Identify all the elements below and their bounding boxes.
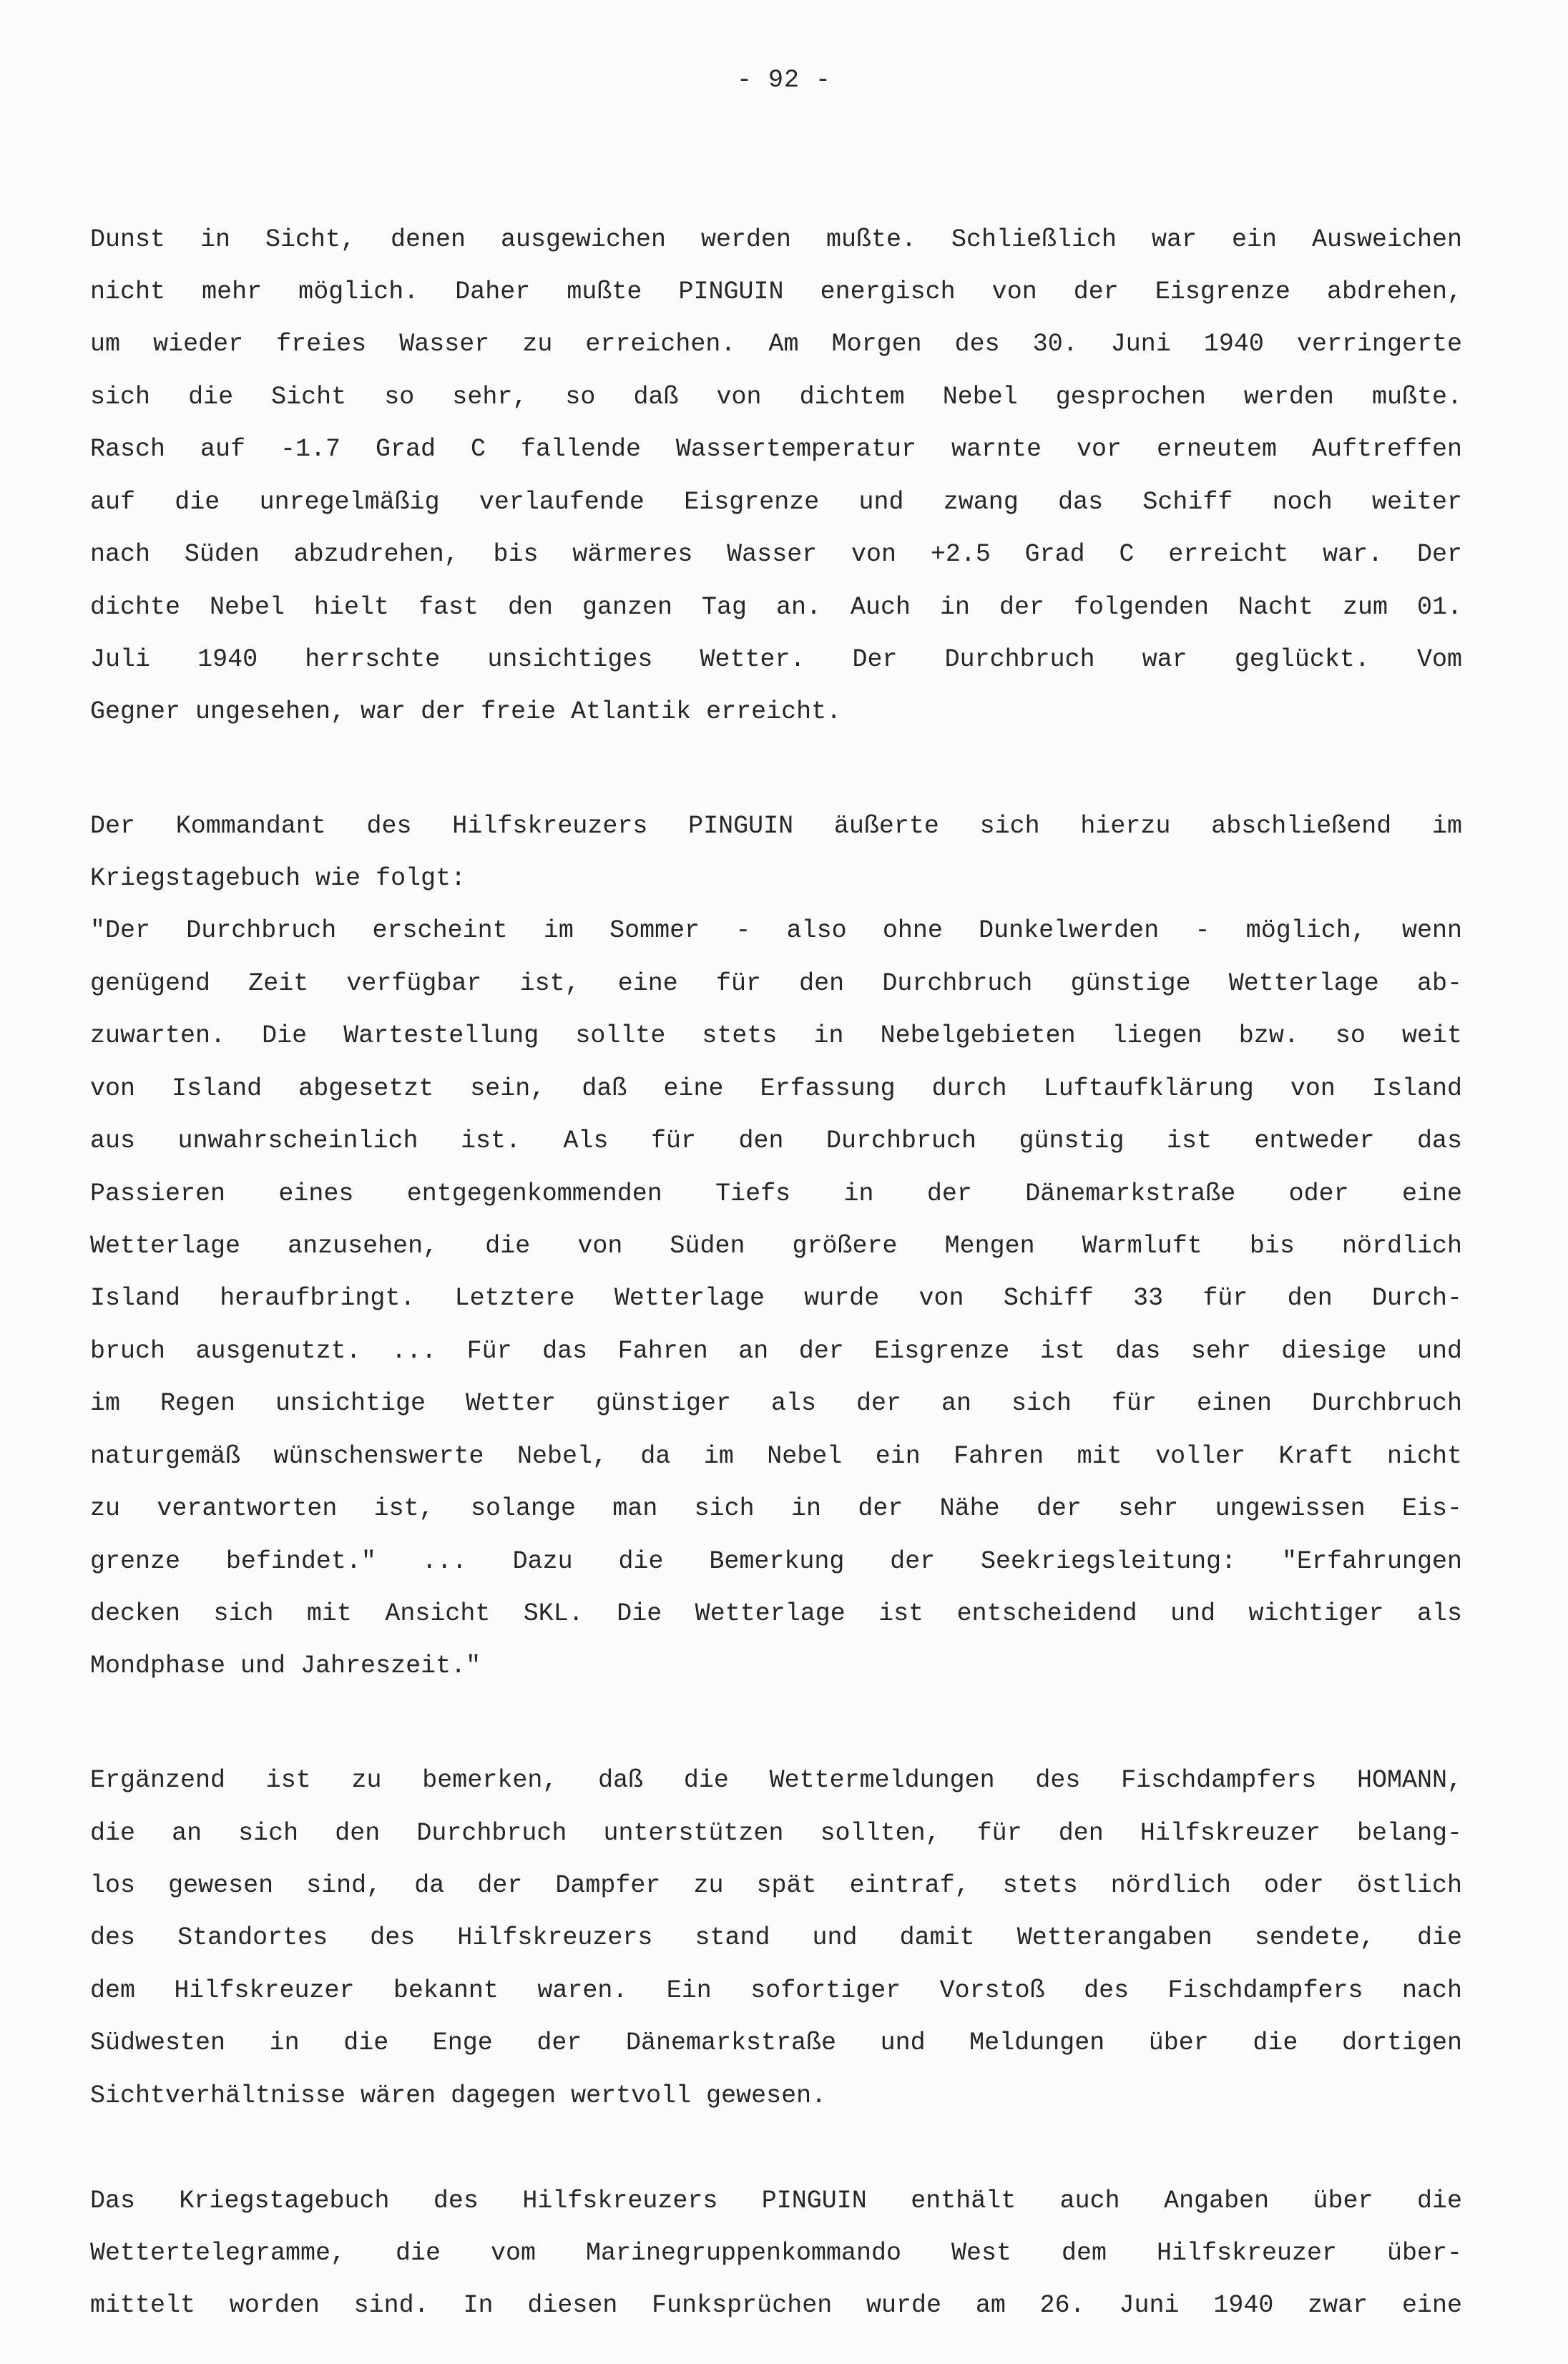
paragraph-2-line-6: von Island abgesetzt sein, daß eine Erfassung durch Luftaufklärung von Island [90, 1074, 1462, 1103]
paragraph-3-line-1: Ergänzend ist zu bemerken, daß die Wettermeldungen des Fischdampfers HOMANN, [90, 1766, 1462, 1795]
paragraph-2-line-4: genügend Zeit verfügbar ist, eine für den Durchbruch günstige Wetterlage ab- [90, 969, 1462, 998]
paragraph-3-line-4: des Standortes des Hilfskreuzers stand und damit Wetterangaben sendete, die [90, 1923, 1462, 1952]
paragraph-1-line-3: um wieder freies Wasser zu erreichen. Am Morgen des 30. Juni 1940 verringerte [90, 330, 1462, 358]
paragraph-1-line-5: Rasch auf -1.7 Grad C fallende Wassertemperatur warnte vor erneutem Auftreffen [90, 435, 1462, 464]
paragraph-3-line-5: dem Hilfskreuzer bekannt waren. Ein sofortiger Vorstoß des Fischdampfers nach [90, 1976, 1462, 2005]
paragraph-3-line-7: Sichtverhältnisse wären dagegen wertvoll gewesen. [90, 2081, 827, 2110]
paragraph-1-line-9: Juli 1940 herrschte unsichtiges Wetter. Der Durchbruch war geglückt. Vom [90, 645, 1462, 674]
paragraph-4-line-1: Das Kriegstagebuch des Hilfskreuzers PINGUIN enthält auch Angaben über die [90, 2187, 1462, 2215]
paragraph-1-line-1: Dunst in Sicht, denen ausgewichen werden mußte. Schließlich war ein Ausweichen [90, 225, 1462, 254]
paragraph-2-line-9: Wetterlage anzusehen, die von Süden größere Mengen Warmluft bis nördlich [90, 1232, 1462, 1260]
paragraph-2-line-1: Der Kommandant des Hilfskreuzers PINGUIN äußerte sich hierzu abschließend im [90, 812, 1462, 840]
paragraph-2-line-5: zuwarten. Die Wartestellung sollte stets in Nebelgebieten liegen bzw. so weit [90, 1021, 1462, 1050]
paragraph-1-line-8: dichte Nebel hielt fast den ganzen Tag an. Auch in der folgenden Nacht zum 01. [90, 593, 1462, 622]
paragraph-2-line-3: "Der Durchbruch erscheint im Sommer - also ohne Dunkelwerden - möglich, wenn [90, 916, 1462, 945]
paragraph-2-line-11: bruch ausgenutzt. ... Für das Fahren an der Eisgrenze ist das sehr diesige und [90, 1337, 1462, 1365]
paragraph-3-line-3: los gewesen sind, da der Dampfer zu spät eintraf, stets nördlich oder östlich [90, 1871, 1462, 1900]
paragraph-1-line-10: Gegner ungesehen, war der freie Atlantik erreicht. [90, 697, 842, 726]
paragraph-2-line-2: Kriegstagebuch wie folgt: [90, 864, 466, 893]
page-number: - 92 - [736, 66, 832, 94]
paragraph-2-line-8: Passieren eines entgegenkommenden Tiefs in der Dänemarkstraße oder eine [90, 1179, 1462, 1208]
paragraph-3-line-2: die an sich den Durchbruch unterstützen sollten, für den Hilfskreuzer belang- [90, 1819, 1462, 1848]
paragraph-1-line-2: nicht mehr möglich. Daher mußte PINGUIN energisch von der Eisgrenze abdrehen, [90, 278, 1462, 306]
paragraph-2-line-15: grenze befindet." ... Dazu die Bemerkung der Seekriegsleitung: "Erfahrungen [90, 1547, 1462, 1576]
paragraph-2-line-17: Mondphase und Jahreszeit." [90, 1652, 481, 1680]
paragraph-2-line-7: aus unwahrscheinlich ist. Als für den Durchbruch günstig ist entweder das [90, 1127, 1462, 1155]
paragraph-1-line-7: nach Süden abzudrehen, bis wärmeres Wasser von +2.5 Grad C erreicht war. Der [90, 540, 1462, 569]
paragraph-3-line-6: Südwesten in die Enge der Dänemarkstraße und Meldungen über die dortigen [90, 2029, 1462, 2057]
paragraph-1-line-4: sich die Sicht so sehr, so daß von dichtem Nebel gesprochen werden mußte. [90, 383, 1462, 411]
paragraph-4-line-3: mittelt worden sind. In diesen Funksprüchen wurde am 26. Juni 1940 zwar eine [90, 2291, 1462, 2320]
paragraph-2-line-12: im Regen unsichtige Wetter günstiger als der an sich für einen Durchbruch [90, 1389, 1462, 1418]
paragraph-4-line-2: Wettertelegramme, die vom Marinegruppenkommando West dem Hilfskreuzer über- [90, 2239, 1462, 2267]
paragraph-2-line-10: Island heraufbringt. Letztere Wetterlage wurde von Schiff 33 für den Durch- [90, 1284, 1462, 1313]
paragraph-1-line-6: auf die unregelmäßig verlaufende Eisgrenze und zwang das Schiff noch weiter [90, 488, 1462, 516]
paragraph-2-line-13: naturgemäß wünschenswerte Nebel, da im Nebel ein Fahren mit voller Kraft nicht [90, 1442, 1462, 1471]
paragraph-2-line-14: zu verantworten ist, solange man sich in der Nähe der sehr ungewissen Eis- [90, 1494, 1462, 1523]
paragraph-2-line-16: decken sich mit Ansicht SKL. Die Wetterlage ist entscheidend und wichtiger als [90, 1599, 1462, 1628]
